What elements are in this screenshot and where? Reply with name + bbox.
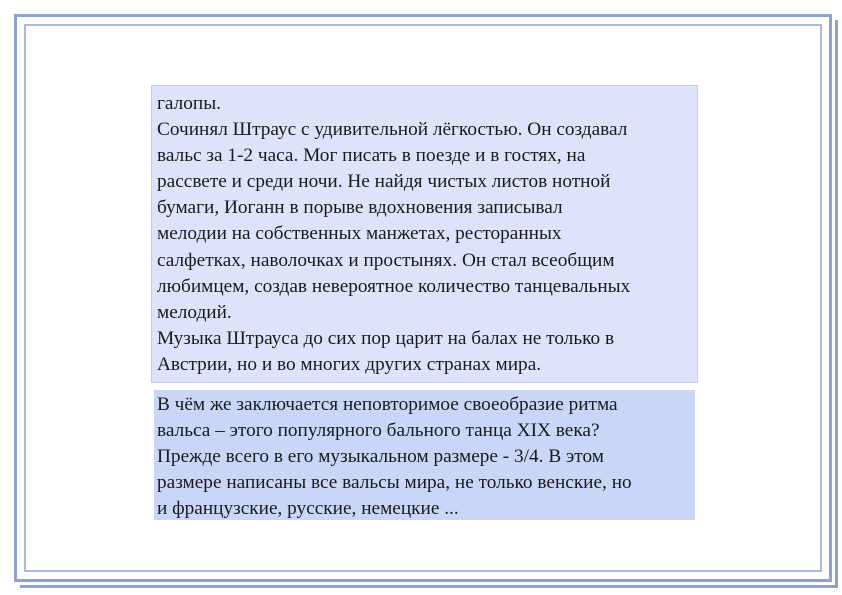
text-line: В чём же заключается неповторимое своеобразие ритма — [157, 394, 618, 415]
text-line: любимцем, создав невероятное количество танцевальных — [157, 275, 631, 297]
text-line: Музыка Штрауса до сих пор царит на балах не только в — [157, 327, 615, 349]
text-line: Прежде всего в его музыкальном размере - 3/4. В этом — [157, 446, 604, 468]
text-line: вальса – этого популярного бального танца XIX века? — [157, 420, 600, 442]
text-line: галопы. — [157, 93, 221, 114]
text-box-strauss-biography[interactable] — [151, 85, 698, 383]
text-line: мелодии на собственных манжетах, ресторанных — [157, 223, 562, 245]
text-line: салфетках, наволочках и простынях. Он стал всеобщим — [157, 249, 615, 271]
text-line: вальс за 1-2 часа. Мог писать в поезде и в гостях, на — [157, 145, 586, 167]
text-line: и французские, русские, немецкие ... — [157, 498, 459, 520]
text-line: размере написаны все вальсы мира, не только венские, но — [157, 472, 632, 494]
text-line: бумаги, Иоганн в порыве вдохновения записывал — [157, 197, 563, 219]
text-line: мелодий. — [157, 301, 232, 323]
text-line: рассвете и среди ночи. Не найдя чистых листов нотной — [157, 171, 611, 193]
text-line: Австрии, но и во многих других странах мира. — [157, 353, 542, 375]
text-line: Сочинял Штраус с удивительной лёгкостью. Он создавал — [157, 119, 628, 141]
text-box-waltz-rhythm[interactable] — [154, 390, 695, 520]
